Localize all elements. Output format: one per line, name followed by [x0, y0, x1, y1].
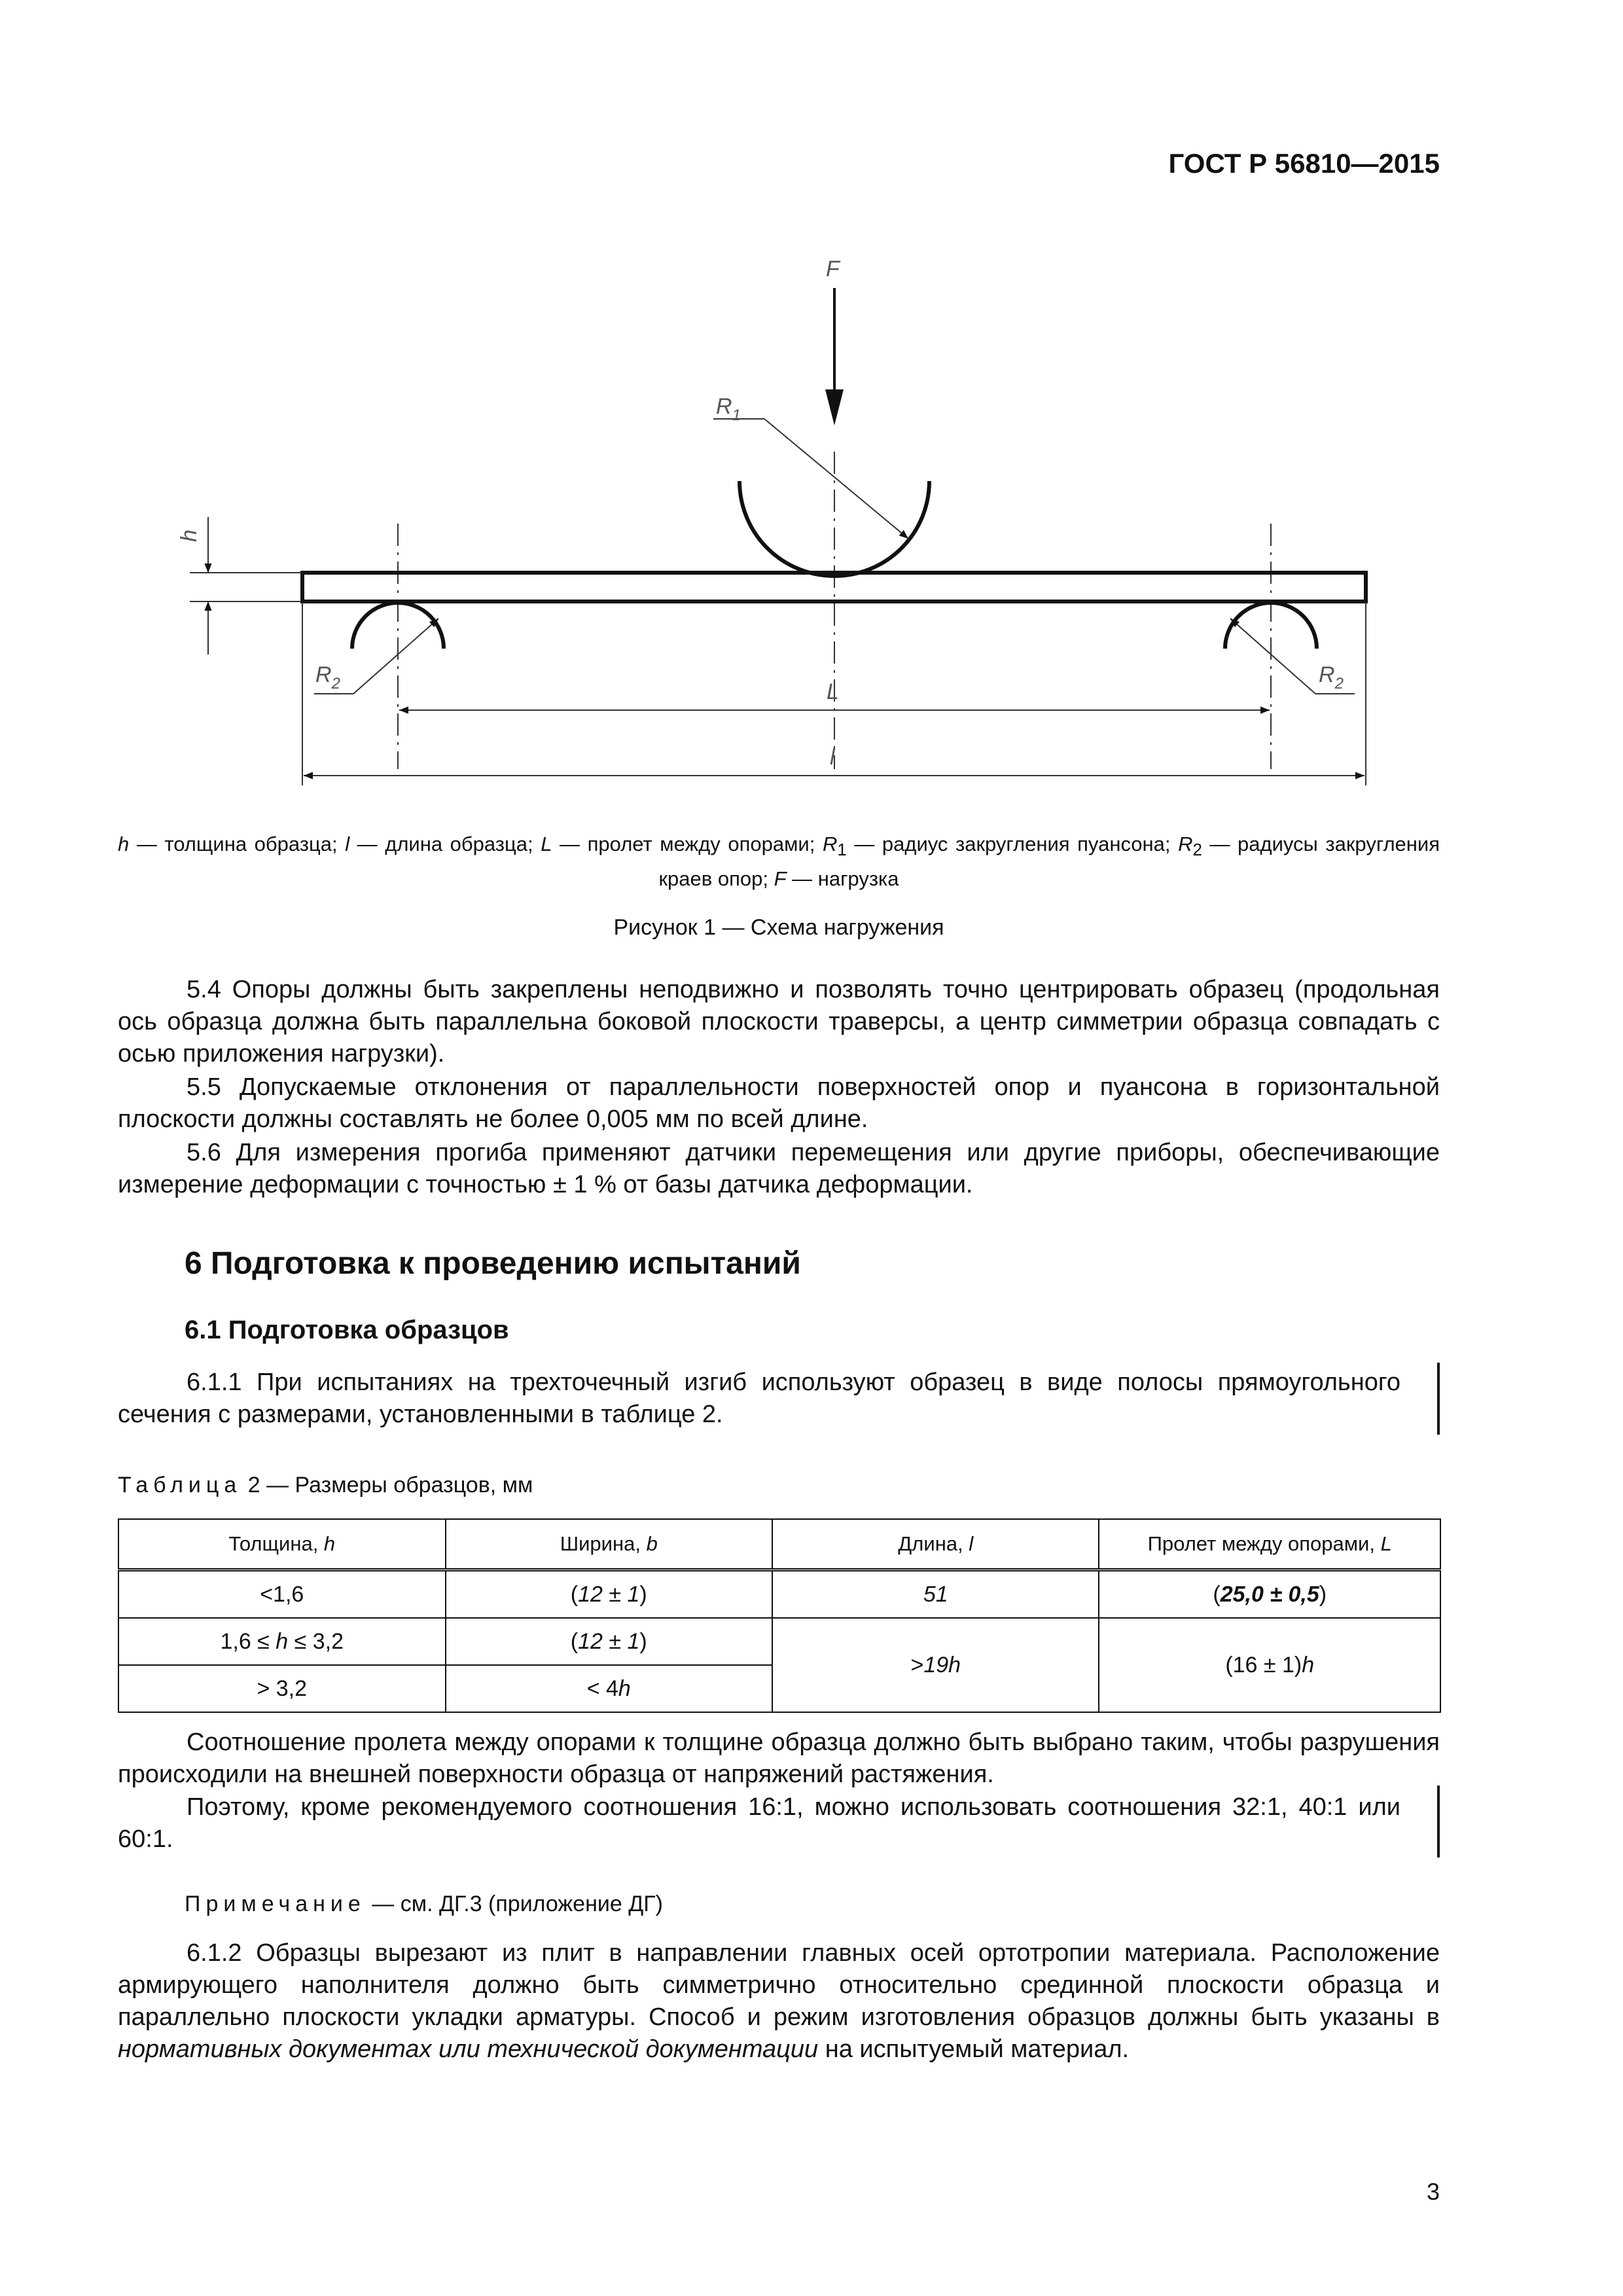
label-l: l [830, 745, 835, 770]
label-L: L [827, 679, 839, 704]
table-2-title: Таблица 2 — Размеры образцов, мм [118, 1473, 533, 1498]
loading-scheme-figure [0, 236, 1623, 812]
figure-caption: Рисунок 1 — Схема нагружения [613, 915, 944, 940]
label-R2-left: R [315, 662, 332, 687]
r2-left-leader [353, 619, 438, 694]
table-header-row [118, 1519, 1440, 1570]
table-row: > 3,2 < 4h [118, 1665, 1440, 1712]
clause-5-4: 5.4 Опоры должны быть закреплены неподвижно и позволять точно центрировать образец (продольная ось образца должна быть параллельна боковой плоскости траверсы, а центр симметрии образца совпадать с осью приложения нагрузки). [118, 976, 1440, 1067]
r1-leader [764, 419, 908, 539]
clause-6-1-1: 6.1.1 При испытаниях на трехточечный изгиб используют образец в виде полосы прямоугольного сечения с размерами, установленными в таблице 2. [118, 1369, 1400, 1428]
svg-text:R1 [716, 394, 741, 424]
subsection-6-1-title: 6.1 Подготовка образцов [185, 1316, 509, 1344]
r2-right-leader [1230, 619, 1315, 694]
svg-text:R2 [315, 662, 340, 692]
label-R2-right: R [1319, 662, 1335, 687]
table-2 [118, 1518, 1441, 1713]
page-number: 3 [1426, 2178, 1440, 2205]
merged-span: (16 ± 1)h [1099, 1618, 1440, 1712]
ratio-paragraph: Соотношение пролета между опорами к толщине образца должно быть выбрано таким, чтобы разрушения происходили на внешней поверхности образца от напряжений растяжения. [118, 1729, 1440, 1788]
table-row: 1,6 ≤ h ≤ 3,2 (12 ± 1) >19h (16 ± 1)h [118, 1618, 1440, 1665]
clause-5-5: 5.5 Допускаемые отклонения от параллельности поверхностей опор и пуансона в горизонтальной плоскости должны составлять не более 0,005 мм по всей длине. [118, 1073, 1440, 1133]
header-span: Пролет между опорами, L [1099, 1519, 1440, 1570]
merged-length: >19h [772, 1618, 1099, 1712]
document-code: ГОСТ Р 56810—2015 [1168, 148, 1440, 179]
label-R1: R [716, 394, 732, 419]
clause-6-1-2: 6.1.2 Образцы вырезают из плит в направлении главных осей ортотропии материала. Расположение армирующего наполнителя должно быть симметрично относительно срединной плоскости образца и параллельно плоскости укладки арматуры. Способ и режим изготовления образцов должны быть указаны в нормативных документах или технической документации на испытуемый материал. [118, 1939, 1440, 2063]
table-row: <1,6 (12 ± 1) 51 (25,0 ± 0,5) [118, 1570, 1440, 1619]
label-R2-right-sub: 2 [1334, 675, 1344, 692]
load-arrow-head [825, 389, 844, 425]
change-bar [1437, 1785, 1440, 1857]
header-length: Длина, l [772, 1519, 1099, 1570]
label-F: F [826, 257, 840, 281]
clause-5-6: 5.6 Для измерения прогиба применяют датчики перемещения или другие приборы, обеспечивающие измерение деформации с точностью ± 1 % от базы датчика деформации. [118, 1139, 1440, 1198]
header-width: Ширина, b [446, 1519, 773, 1570]
label-R2-left-sub: 2 [331, 675, 340, 692]
ratio-options: Поэтому, кроме рекомендуемого соотношения 16:1, можно использовать соотношения 32:1, 40:1 или 60:1. [118, 1793, 1400, 1853]
figure-legend: h — толщина образца; l — длина образца; L — пролет между опорами; $R_1$ — радиус закругления пуансона; $R_2$ — радиусы закругления краев опор; F — нагрузка [118, 833, 1440, 891]
svg-text:R2 [1319, 662, 1344, 692]
change-bar [1437, 1363, 1440, 1435]
label-h: h [177, 529, 202, 542]
section-6-title: 6 Подготовка к проведению испытаний [185, 1246, 801, 1281]
note: Примечание — см. ДГ.3 (приложение ДГ) [185, 1892, 663, 1916]
label-R1-sub: 1 [732, 406, 741, 424]
header-thickness: Толщина, h [118, 1519, 446, 1570]
